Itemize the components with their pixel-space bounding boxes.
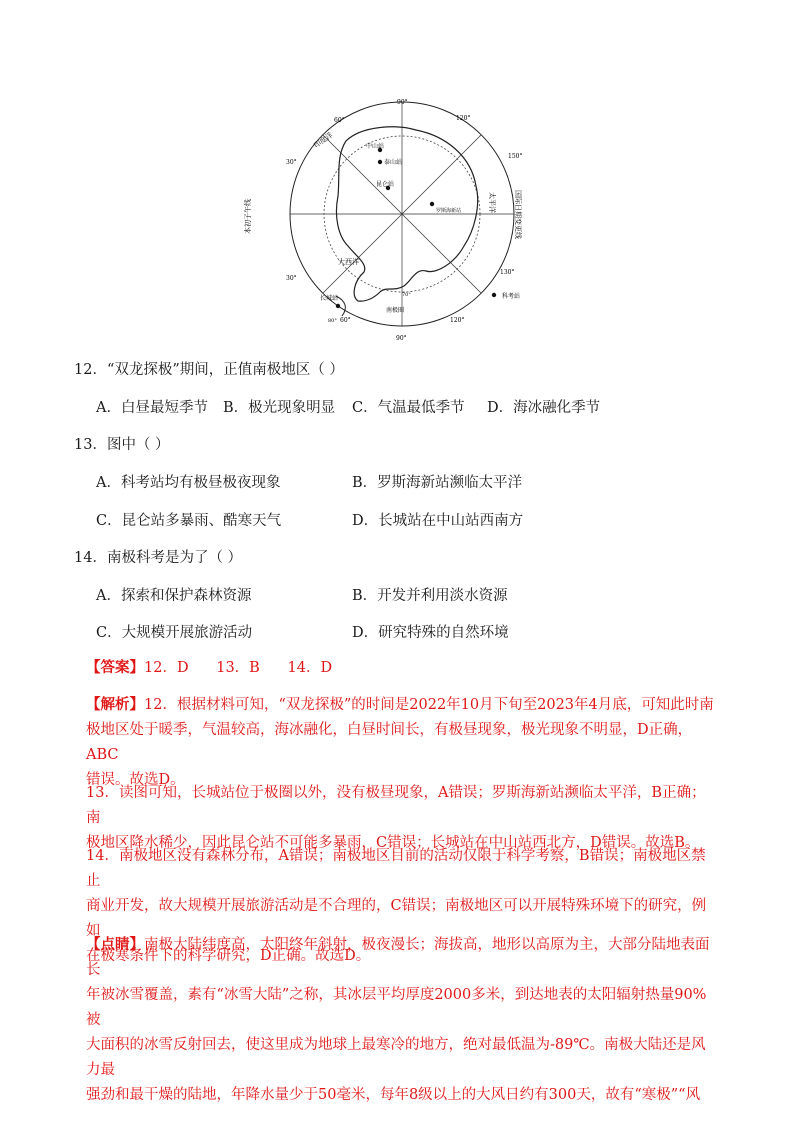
indian-ocean-label: 印度洋	[312, 131, 335, 150]
q14-option-c[interactable]: C．大规模开展旅游活动	[96, 625, 253, 641]
changcheng-label: 长城站	[320, 295, 339, 302]
deg-small-center-bottom: 70°	[402, 292, 411, 298]
ross-label: 罗斯海新站	[436, 208, 462, 214]
pacific-ocean-label: 太平洋	[488, 192, 496, 213]
deg-top-left: 60°	[334, 117, 345, 124]
analysis-12-line2: 极地区处于暖季，气温较高，海冰融化，白昼时间长，有极昼现象，极光现象不明显，D正确，ABC	[86, 722, 693, 763]
q12-option-b[interactable]: B．极光现象明显	[223, 400, 336, 416]
q12-stem: 12．“双龙探极”期间，正值南极地区（ ）	[74, 362, 344, 378]
tip-line3: 大面积的冰雪反射回去，使这里成为地球上最寒冷的地方，绝对最低温为-89℃。南极大陆还是风力最	[86, 1037, 706, 1078]
ross-dot	[430, 202, 434, 206]
deg-top: 90°	[397, 99, 408, 106]
q14-option-b[interactable]: B．开发并利用淡水资源	[352, 588, 508, 604]
date-line-label: 国际日期变更线	[514, 190, 522, 239]
analysis-12-line3: 错误。故选D。	[86, 772, 185, 788]
tip-line2: 年被冰雪覆盖，素有“冰雪大陆”之称，其冰层平均厚度2000多米，到达地表的太阳辐射热量90%被	[86, 987, 707, 1028]
deg-bottom: 90°	[396, 335, 407, 342]
legend-label: 科考站	[502, 293, 521, 300]
analysis-12-line1: 12．根据材料可知，“双龙探极”的时间是2022年10月下旬至2023年4月底，可知此时南	[144, 697, 714, 713]
q12-option-c[interactable]: C．气温最低季节	[352, 400, 465, 416]
taishan-dot	[378, 160, 382, 164]
deg-left: 30°	[286, 159, 297, 166]
analysis-13-line1: 13．读图可知，长城站位于极圈以外，没有极昼现象，A错误；罗斯海新站濒临太平洋，B正确；南	[86, 785, 706, 826]
q12-option-d[interactable]: D．海冰融化季节	[487, 400, 601, 416]
tip-tag: 【点睛】	[86, 936, 144, 953]
taishan-label: 泰山站	[384, 159, 403, 166]
analysis-12	[86, 692, 716, 793]
prime-meridian-label: 本初子午线	[244, 199, 252, 234]
deg-right: 150°	[508, 153, 523, 160]
deg-bottom-left: 30°	[286, 275, 297, 282]
analysis-14-line2: 商业开发，故大规模开展旅游活动是不合理的，C错误；南极地区可以开展特殊环境下的研究，例如	[86, 898, 707, 939]
q13-option-d[interactable]: D．长城站在中山站西南方	[352, 513, 524, 529]
q14-option-d[interactable]: D．研究特殊的自然环境	[352, 625, 509, 641]
analysis-14-line3: 在极寒条件下的科学研究，D正确。故选D。	[86, 948, 371, 964]
q14-option-a[interactable]: A．探索和保护森林资源	[96, 588, 252, 604]
q13-option-b[interactable]: B．罗斯海新站濒临太平洋	[352, 475, 523, 491]
deg-bottom-left2: 60°	[340, 317, 351, 324]
changcheng-dot	[336, 304, 340, 308]
tip-line4: 强劲和最干燥的陆地，年降水量少于50毫米，每年8级以上的大风日约有300天，故有“寒极”“风	[86, 1087, 701, 1103]
deg-top-right: 120°	[456, 115, 471, 122]
antarctica-map	[244, 96, 528, 348]
deg-small-bottom: 80°	[328, 318, 337, 324]
analysis-14-line1: 14．南极地区没有森林分布，A错误；南极地区目前的活动仅限于科学考察，B错误；南极地区禁止	[86, 848, 706, 889]
q12-option-a[interactable]: A．白昼最短季节	[96, 400, 208, 416]
zhongshan-label: 中山站	[366, 143, 385, 150]
analysis-tag: 【解析】	[86, 696, 144, 713]
antarctic-circle-label: 南极圈	[386, 307, 405, 314]
deg-bottom-right2: 120°	[450, 317, 465, 324]
tip-block	[86, 932, 716, 1108]
answer-block	[86, 655, 716, 681]
atlantic-ocean-label: 大西洋	[338, 258, 359, 266]
q13-option-c[interactable]: C．昆仑站多暴雨、酷寒天气	[96, 513, 282, 529]
deg-bottom-right: 130°	[500, 269, 515, 276]
answer-text: 12．D 13．B 14．D	[144, 660, 333, 676]
legend-dot	[492, 293, 496, 297]
answer-tag: 【答案】	[86, 659, 144, 676]
q13-option-a[interactable]: A．科考站均有极昼极夜现象	[96, 475, 281, 491]
q13-stem: 13．图中（ ）	[74, 437, 170, 453]
kunlun-label: 昆仑站	[376, 181, 395, 188]
tip-line1: 南极大陆纬度高，太阳终年斜射，极夜漫长；海拔高，地形以高原为主，大部分陆地表面长	[86, 937, 710, 978]
q14-stem: 14．南极科考是为了（ ）	[74, 550, 243, 566]
analysis-13-line2: 极地区降水稀少，因此昆仑站不可能多暴雨，C错误；长城站在中山站西北方，D错误。故选B。	[86, 835, 700, 851]
